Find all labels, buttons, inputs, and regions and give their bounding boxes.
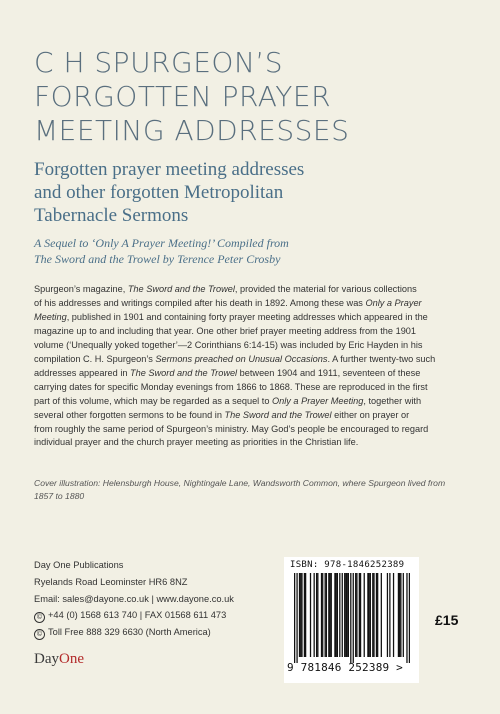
blurb-text: either on prayer or (331, 409, 410, 420)
blurb-line (34, 367, 470, 381)
sequel-note (34, 235, 474, 267)
barcode-bar (348, 573, 349, 657)
barcode-bar (328, 573, 329, 657)
blurb-text: , provided the material for various collections (234, 284, 417, 294)
barcode-bar (345, 573, 346, 657)
blurb-text: of his addresses and writings compiled after his death in 1892. Among these was (34, 297, 366, 308)
blurb-line (34, 311, 470, 325)
italic-title: Meeting (34, 311, 67, 322)
barcode-bar (372, 573, 373, 657)
barcode-bar (334, 573, 335, 657)
barcode-bar (353, 573, 354, 663)
publisher-address: Ryelands Road Leominster HR6 8NZ (34, 576, 188, 587)
blurb-line (34, 325, 470, 339)
barcode-bars (294, 573, 410, 663)
barcode-bar (356, 573, 357, 657)
phone-text: +44 (0) 1568 613 740 | FAX 01568 611 473 (48, 610, 227, 621)
barcode-bar (301, 573, 302, 657)
barcode-bar (377, 573, 378, 657)
blurb-line (34, 339, 470, 353)
barcode-bar (314, 573, 315, 657)
blurb-line (34, 381, 470, 395)
barcode-bar (367, 573, 368, 657)
book-title (34, 46, 474, 148)
blurb-text: part of this volume, which may be regarded as a sequel to (34, 395, 272, 406)
title-line: C H SPURGEON’S (34, 46, 284, 79)
barcode-bar (364, 573, 365, 657)
barcode-bar (403, 573, 404, 657)
caption-line: 1857 to 1880 (34, 491, 85, 501)
title-line: MEETING ADDRESSES (34, 114, 350, 147)
blurb-line (34, 409, 470, 423)
barcode-bar (370, 573, 371, 657)
barcode-bar (359, 573, 360, 657)
publisher-phone (34, 607, 274, 624)
blurb-line (34, 423, 470, 437)
barcode-bar (387, 573, 388, 657)
italic-title: The Sword and the Trowel (224, 409, 332, 420)
barcode-bar (317, 573, 318, 657)
blurb-line (34, 395, 470, 409)
sequel-line: A Sequel to ‘Only A Prayer Meeting!’ Compiled from (34, 236, 289, 250)
barcode-bar (325, 573, 326, 657)
blurb-text: , together with (363, 395, 422, 406)
publisher-tollfree (34, 624, 274, 641)
barcode-bar (294, 573, 295, 663)
blurb-text: volume (‘Unequally yoked together’—2 Corinthians 6:14-15) was included by Eric Hayden in his (34, 339, 423, 350)
barcode-bar (360, 573, 361, 657)
logo-day: Day (34, 651, 59, 667)
ean-digits: 9 781846 252389 > (287, 661, 403, 674)
publisher-email: Email: sales@dayone.co.uk | www.dayone.co.uk (34, 593, 234, 604)
barcode-bar (310, 573, 311, 657)
barcode-bar (316, 573, 317, 657)
isbn-label: ISBN: 978-1846252389 (290, 560, 405, 570)
barcode-bar (337, 573, 338, 657)
barcode-bar (336, 573, 337, 657)
sequel-line: The Sword and the Trowel by Terence Peter Crosby (34, 252, 281, 266)
blurb-text: Spurgeon’s magazine, (34, 284, 128, 294)
barcode-bar (344, 573, 345, 657)
italic-title: The Sword and the Trowel (130, 367, 238, 378)
publisher-info (34, 557, 274, 641)
barcode-bar (342, 573, 343, 657)
blurb-text: several other forgotten sermons to be found in (34, 409, 225, 420)
blurb-text: , published in 1901 and containing forty prayer meeting addresses which appeared in the (66, 311, 428, 322)
barcode-bar (350, 573, 351, 663)
phone-icon: © (34, 612, 45, 623)
logo-one: One (59, 651, 84, 667)
barcode-bar (296, 573, 297, 663)
barcode-bar (305, 573, 306, 657)
blurb-text: between 1904 and 1911, seventeen of these (237, 367, 421, 378)
italic-title: Only a Prayer (365, 297, 422, 308)
barcode-bar (389, 573, 390, 657)
barcode-bar (393, 573, 394, 657)
barcode-bar (373, 573, 374, 657)
barcode-bar (381, 573, 382, 657)
blurb-text: addresses appeared in (34, 367, 131, 378)
subtitle-line: and other forgotten Metropolitan (34, 182, 284, 203)
barcode-bar (399, 573, 400, 657)
isbn-barcode (284, 557, 419, 683)
barcode-bar (322, 573, 323, 657)
barcode-bar (368, 573, 369, 657)
publisher-name: Day One Publications (34, 560, 124, 570)
blurb-text: individual prayer and the church prayer meeting as priorities in the Christian life. (34, 437, 359, 448)
blurb-text: compilation C. H. Spurgeon’s (34, 353, 156, 364)
dayone-logo (34, 651, 84, 668)
blurb-line (34, 436, 470, 450)
barcode-bar (326, 573, 327, 657)
barcode-bar (300, 573, 301, 657)
blurb-text: magazine up to and including that year. One other brief prayer meeting address from the 1901 (34, 325, 417, 336)
blurb-paragraph (34, 283, 470, 450)
italic-title: The Sword and the Trowel (127, 284, 235, 294)
barcode-bar (398, 573, 399, 657)
blurb-text: carrying dates for specific Monday evenings from 1866 to 1868. These are reproduced in the first (34, 381, 428, 392)
blurb-text: from roughly the same period of Spurgeon’s ministry. May God’s people be encouraged to regard (34, 423, 429, 434)
barcode-bar (339, 573, 340, 657)
barcode-bar (355, 573, 356, 657)
tollfree-text: Toll Free 888 329 6630 (North America) (48, 627, 211, 638)
barcode-bar (304, 573, 305, 657)
barcode-bar (299, 573, 300, 657)
cover-illustration-caption (34, 477, 470, 503)
caption-line: Cover illustration: Helensburgh House, Nightingale Lane, Wandsworth Common, where Spurgeon lived from (34, 478, 446, 488)
title-line: FORGOTTEN PRAYER (34, 80, 332, 113)
blurb-line (34, 353, 470, 367)
barcode-bar (321, 573, 322, 657)
blurb-line (34, 283, 470, 297)
barcode-bar (329, 573, 330, 657)
phone-icon: © (34, 629, 45, 640)
barcode-bar (331, 573, 332, 657)
blurb-line (34, 297, 470, 311)
subtitle-line: Tabernacle Sermons (34, 205, 189, 226)
italic-title: Sermons preached on Unusual Occasions (155, 353, 328, 364)
barcode-bar (347, 573, 348, 657)
barcode-bar (409, 573, 410, 663)
subtitle-line: Forgotten prayer meeting addresses (34, 159, 305, 180)
barcode-bar (400, 573, 401, 657)
barcode-bar (376, 573, 377, 657)
blurb-text: . A further twenty-two such (327, 353, 436, 364)
barcode-bar (406, 573, 407, 663)
book-subtitle (34, 158, 474, 227)
price-label: £15 (435, 612, 459, 628)
italic-title: Only a Prayer Meeting (271, 395, 364, 406)
